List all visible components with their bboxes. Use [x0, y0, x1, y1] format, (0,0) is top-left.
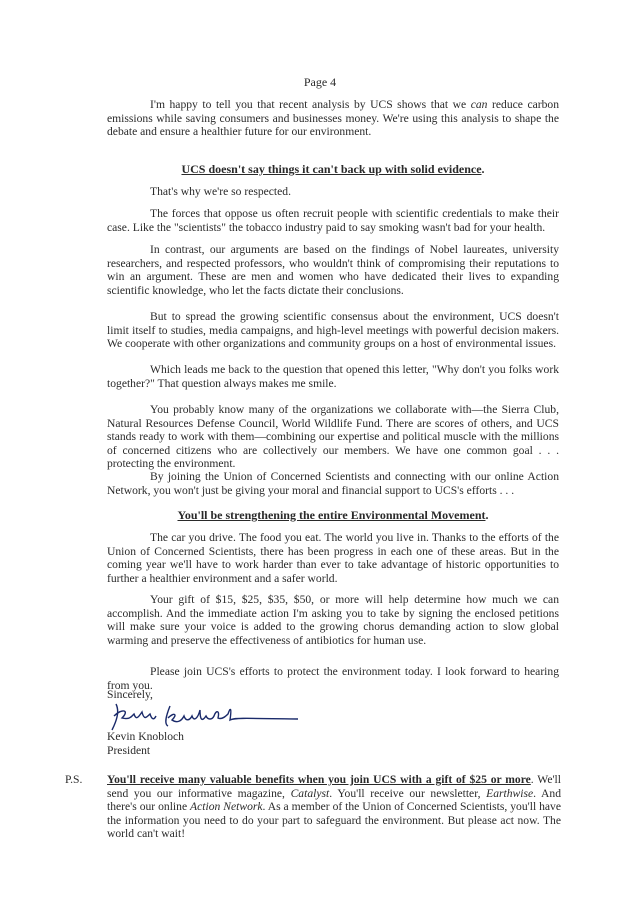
heading-text: You'll be strengthening the entire Environmental Movement — [177, 508, 486, 522]
paragraph-organizations — [107, 403, 559, 471]
page-number: Page 4 — [303, 75, 337, 89]
text: Your gift of $15, $25, $35, $50, or more will help determine how much we can accomplish. And the immediate action I'm asking you to take by signing the enclosed petitions will make sure your voice is added to the growing chorus demanding action to slow global warming and preserve the effectiveness of antibiotics for human use. — [107, 593, 559, 647]
paragraph-forces — [107, 207, 559, 234]
signature — [108, 700, 308, 734]
text: You probably know many of the organizations we collaborate with—the Sierra Club, Natural Resources Defense Council, World Wildlife Fund. There are scores of others, and UCS stands ready to work with them—combining our expertise and political muscle with the millions of concerned citizens who are collectively our members. We have one common goal . . . protecting the environment. — [107, 403, 559, 471]
heading-movement: You'll be strengthening the entire Environmental Movement. — [177, 508, 489, 522]
paragraph-spread — [107, 310, 559, 351]
text: Which leads me back to the question that opened this letter, "Why don't you folks work together?" That question always makes me smile. — [107, 363, 559, 390]
ps-highlight: You'll receive many valuable benefits when you join UCS with a gift of $25 or more — [107, 773, 531, 786]
text: Please join UCS's efforts to protect the environment today. I look forward to hearing from you. — [107, 665, 559, 692]
text: The car you drive. The food you eat. The world you live in. Thanks to the efforts of the Union of Concerned Scientists, there has been progress in each one of these areas. But in the coming year we'll have to work harder than ever to take advantage of historic opportunities to further a healthier environment and a safer world. — [107, 531, 559, 585]
text: . We'll send you our informative magazine, — [107, 773, 561, 800]
network-name: Action Network — [190, 800, 263, 814]
text: But to spread the growing scientific consensus about the environment, UCS doesn't limit itself to studies, media campaigns, and high-level meetings with powerful decision makers. We cooperate with other organizations and community groups on a host of environmental issues. — [107, 310, 559, 351]
paragraph-car — [107, 531, 559, 585]
heading-evidence: UCS doesn't say things it can't back up with solid evidence. — [181, 162, 485, 176]
paragraph-respected — [107, 185, 559, 199]
signer-block — [107, 730, 559, 757]
text: In contrast, our arguments are based on the findings of Nobel laureates, university researchers, and respected professors, who wouldn't think of compromising their reputations to win an argument. These are men and women who have dedicated their lives to expanding scientific knowledge, who let the facts dictate their conclusions. — [107, 243, 559, 297]
text: I'm happy to tell you that recent analysis by UCS shows that we — [150, 98, 471, 111]
paragraph-question — [107, 363, 559, 390]
text: By joining the Union of Concerned Scientists and connecting with our online Action Network, you won't just be giving your moral and financial support to UCS's efforts . . . — [107, 470, 559, 497]
text: . And there's our online — [107, 786, 561, 814]
text: That's why we're so respected. — [150, 185, 291, 198]
text: . You'll receive our newsletter, — [329, 786, 487, 800]
text: Sincerely, — [107, 688, 153, 701]
paragraph-gift — [107, 593, 559, 647]
emphasis: can — [470, 98, 488, 111]
paragraph-contrast — [107, 243, 559, 297]
heading-text: UCS doesn't say things it can't back up with solid evidence — [181, 162, 482, 176]
paragraph-analysis — [107, 98, 559, 139]
paragraph-joining — [107, 470, 559, 497]
postscript — [107, 773, 561, 841]
newsletter-name: Earthwise — [486, 786, 534, 800]
text: . As a member of the Union of Concerned Scientists, you'll have the information you need to do your part to safeguard the environment. But please act now. The world can't wait! — [107, 800, 561, 841]
signer-name: Kevin Knobloch — [107, 730, 184, 743]
text: reduce carbon emissions while saving consumers and businesses money. We're using this analysis to shape the debate and ensure a healthier future for our environment. — [107, 98, 559, 139]
magazine-name: Catalyst — [290, 786, 330, 800]
ps-label: P.S. — [65, 773, 83, 786]
signer-title: President — [107, 743, 151, 757]
text: The forces that oppose us often recruit people with scientific credentials to make their case. Like the "scientists" the tobacco industry paid to say smoking wasn't bad for your health. — [107, 207, 559, 234]
